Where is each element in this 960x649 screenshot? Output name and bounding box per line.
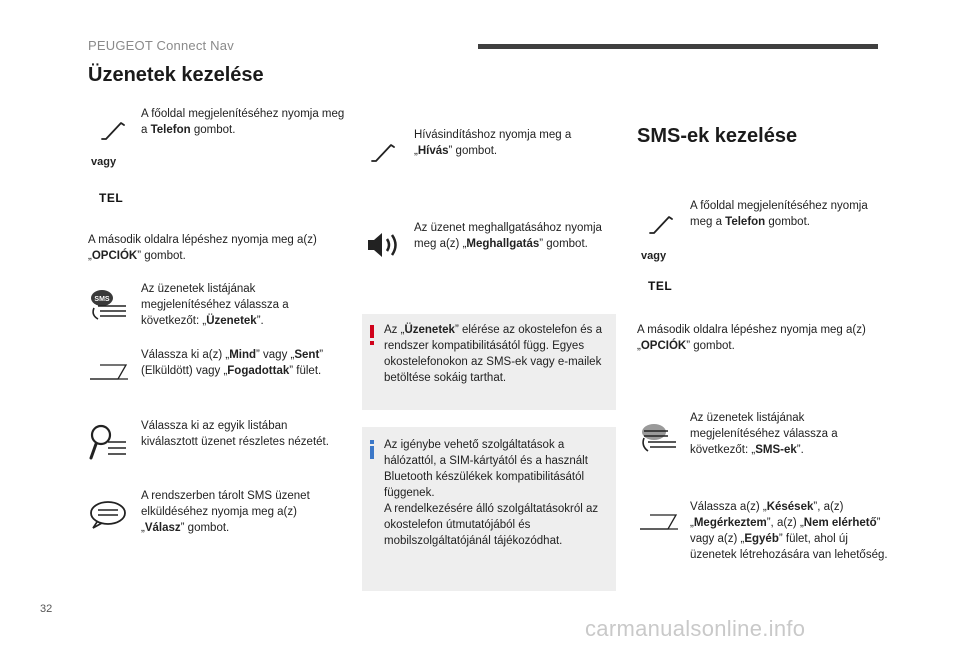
tel-button-label: TEL [99,191,124,205]
step-reply-s1: A rendszerben tárolt SMS üzenet elküldéséhez nyomja meg a(z) „Válasz” gombot. [141,490,310,534]
step-call: Hívásindításhoz nyomja meg a „Hívás” gombot. [414,129,572,157]
or-label: vagy [91,156,117,168]
info-i-icon [370,446,374,459]
speaker-icon [366,230,402,260]
info-text [384,437,609,549]
tab-icon [88,362,130,382]
tab-icon [638,512,680,532]
reply-message-icon [88,500,130,530]
step-list-s2: Az üzenetek listájának megjelenítéséhez válassza a következőt: „SMS-ek”. [690,412,838,456]
tel-button-label: TEL [648,279,673,293]
warning-exclamation-dot [370,341,374,345]
sms-icon-text: SMS [94,296,110,303]
info-text-line1: Az igénybe vehető szolgáltatások a hálózattól, a SIM-kártyától és a használt Bluetooth készülékek kompatibilitásától függenek. [384,439,588,499]
call-handset-icon [370,140,396,164]
step-tabs-s2: Válassza a(z) „Késések”, a(z) „Megérkeztem”, a(z) „Nem elérhető” vagy a(z) „Egyéb” fület, ahol új üzenetek létrehozására van lehetőség. [690,501,888,561]
step-tabs-s1: Válassza ki a(z) „Mind” vagy „Sent” (Elküldött) vagy „Fogadottak” fület. [141,349,324,377]
step-options-s1: A második oldalra lépéshez nyomja meg a(z) „OPCIÓK” gombot. [88,234,317,262]
warning-text: Az „Üzenetek” elérése az okostelefon és a rendszer kompatibilitásától függ. Egyes okostelefonokon az SMS-ek vagy e-mailek betöltése sokáig tarthat. [384,324,602,384]
phone-handset-icon [648,212,674,236]
info-text-line2: A rendelkezésére álló szolgáltatásokról az okostelefon útmutatójából és mobilszolgáltatójánál tájékozódhat. [384,503,599,547]
section-title-sms: SMS-ek kezelése [637,125,798,147]
step-home-s1: A főoldal megjelenítéséhez nyomja meg a Telefon gombot. [141,108,345,136]
phone-handset-icon [100,118,126,142]
step-options-s2: A második oldalra lépéshez nyomja meg a(z) „OPCIÓK” gombot. [637,324,866,352]
watermark: carmanualsonline.info [585,616,806,641]
page-number: 32 [40,603,53,615]
step-home-s2: A főoldal megjelenítéséhez nyomja meg a Telefon gombot. [690,200,868,228]
message-detail-icon [88,422,130,462]
step-listen: Az üzenet meghallgatásához nyomja meg a(z) „Meghallgatás” gombot. [414,222,602,250]
brand-header: PEUGEOT Connect Nav [88,38,234,53]
or-label: vagy [641,250,667,262]
sms-list-icon [638,422,680,456]
step-details-s1: Válassza ki az egyik listában kiválasztott üzenet részletes nézetét. [141,420,329,448]
header-rule [478,44,878,49]
step-list-s1: Az üzenetek listájának megjelenítéséhez válassza a következőt: „Üzenetek”. [141,283,289,327]
warning-exclamation-icon [370,325,374,338]
section-title-messages: Üzenetek kezelése [88,64,264,86]
info-i-dot [370,440,374,444]
sms-list-icon [88,288,130,322]
